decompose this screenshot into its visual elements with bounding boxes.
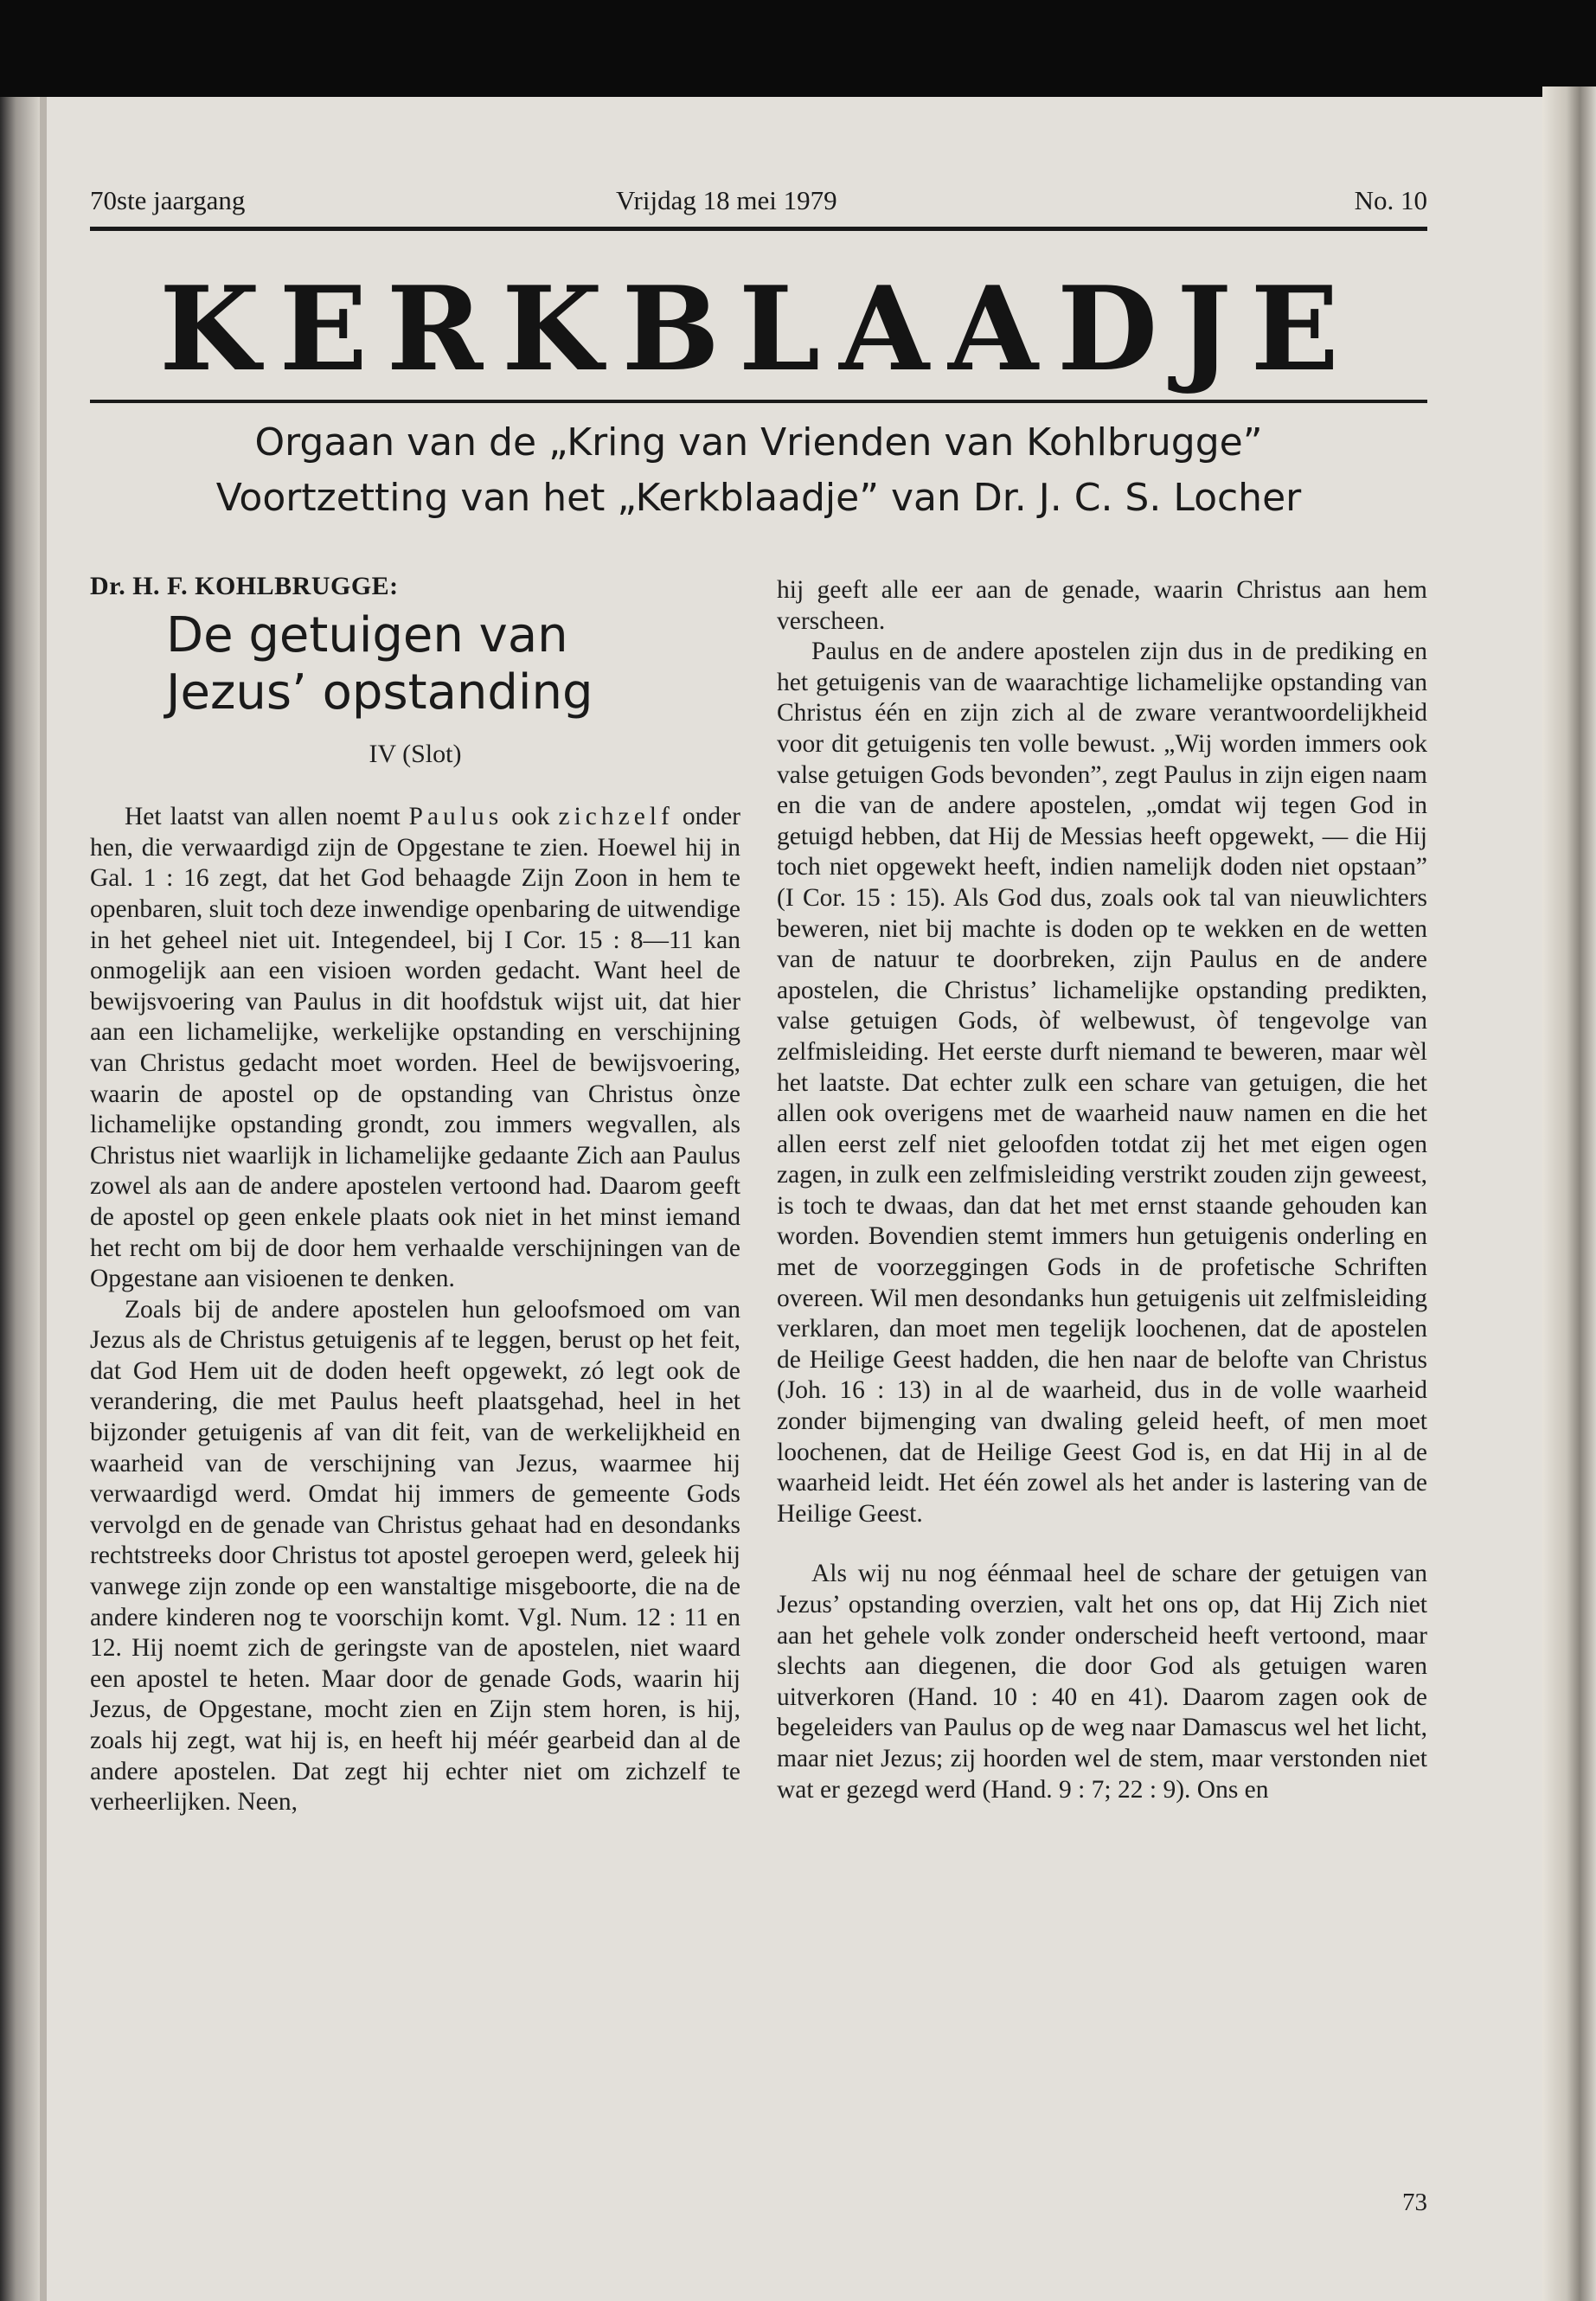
paragraph-3: hij geeft alle eer aan de genade, waarin Christus aan hem verscheen. [777, 576, 1427, 635]
masthead-subtitle-1: Orgaan van de „Kring van Vrienden van Kohlbrugge” [254, 420, 1263, 465]
book-edge-right [1542, 87, 1596, 2301]
article-title-line-2: Jezus’ opstanding [166, 663, 593, 721]
paragraph-2: Zoals bij de andere apostelen hun geloofsmoed om van Jezus als de Christus getuigenis af te leggen, berust op het feit, dat God Hem uit de doden heeft opgewekt, zó legt ook de verandering, die met Paulus heeft plaatsgehad, heel in het bijzonder getuigenis af van dit feit, van de werkelijkheid en waarheid van de verschijning van Jezus, waarmee hij verwaardigd werd. Omdat hij immers de gemeente Gods vervolgd en de genade van Christus gehaat had en desondanks rechtstreeks door Christus tot apostel geroepen werd, geleek hij vanwege zijn zonde op een wanstaltige misgeboorte, die na de andere kinderen nog te voorschijn komt. Vgl. Num. 12 : 11 en 12. Hij noemt zich de geringste van de apostelen, niet waard een apostel te heten. Maar door de genade Gods, waarin hij Jezus, de Opgestane, mocht zien en Zijn stem horen, is hij, zoals hij zegt, wat hij is, en heeft hij méér gearbeid dan al de andere apostelen. Dat zegt hij echter niet om zichzelf te verheerlijken. Neen, [90, 1295, 740, 1817]
masthead-title: KERKBLAADJE [159, 260, 1358, 397]
issue-date: Vrijdag 18 mei 1979 [616, 185, 837, 215]
scan-top-border [0, 0, 1596, 97]
volume-label: 70ste jaargang [90, 185, 246, 215]
paragraph-gap [777, 1529, 1427, 1559]
emphasis-zichzelf: zichzelf [558, 803, 674, 831]
issue-number: No. 10 [1354, 185, 1427, 215]
paragraph-1: Het laatst van allen noemt Paulus ook zichzelf onder hen, die verwaardigd zijn de Opgestane te zien. Hoewel hij in Gal. 1 : 16 zegt, dat het God behaagde Zijn Zoon in hem te openbaren, sluit toch deze inwendige openbaring de uitwendige in het geheel niet uit. Integendeel, bij I Cor. 15 : 8—11 kan onmogelijk aan een visioen worden gedacht. Want heel de bewijsvoering van Paulus in dit hoofdstuk wijst uit, dat hier aan een lichamelijke, werkelijke opstanding en verschijning van Christus gedacht moet worden. Heel de bewijsvoering, waarin de apostel op de opstanding van Christus ònze lichamelijke opstanding grondt, zou immers wegvallen, als Christus niet waarlijk in lichamelijke gedaante Zich aan Paulus zowel als aan de andere apostelen vertoond had. Daarom geeft de apostel op geen enkele plaats ook niet in het minst iemand het recht om bij de door hem verhaalde verschijningen van de Opgestane aan visioenen te denken. [90, 803, 741, 1293]
header-rule [90, 227, 1427, 231]
article-title [90, 607, 740, 721]
masthead-rule [90, 400, 1427, 403]
page-number: 73 [1402, 2189, 1427, 2216]
issue-header [90, 185, 1427, 223]
article-title-line-1: De getuigen van [166, 606, 568, 663]
article-column-right [777, 575, 1427, 1805]
emphasis-paulus: Paulus [408, 803, 503, 831]
paragraph-5: Als wij nu nog éénmaal heel de schare der getuigen van Jezus’ opstanding overzien, valt het ons op, dat Hij Zich niet aan het gehele volk zonder onderscheid heeft vertoond, maar slechts aan diegenen, die door God als getuigen waren uitverkoren (Hand. 10 : 40 en 41). Daarom zagen ook de begeleiders van Paulus op de weg naar Damascus wel het licht, maar niet Jezus; zij hoorden wel de stem, maar verstonden niet wat er gezegd werd (Hand. 9 : 7; 22 : 9). Ons en [777, 1560, 1427, 1804]
paragraph-4: Paulus en de andere apostelen zijn dus in de prediking en het getuigenis van de waarachtige lichamelijke opstanding van Christus één en zijn zich al de zware verantwoordelijkheid voor dit getuigenis ten volle bewust. „Wij worden immers ook valse getuigen Gods bevonden”, zegt Paulus in zijn eigen naam en die van de andere apostelen, „omdat wij tegen God in getuigd hebben, dat Hij de Messias heeft opgewekt, — die Hij toch niet opgewekt heeft, indien namelijk doden niet opstaan” (I Cor. 15 : 15). Als God dus, zoals ook tal van nieuwlichters beweren, niet bij machte is doden op te wekken en de wetten van de natuur te doorbreken, zijn Paulus en de andere apostelen, die Christus’ lichamelijke opstanding predikten, valse getuigen Gods, òf welbewust, òf tengevolge van zelfmisleiding. Het eerste durft niemand te beweren, maar wèl het laatste. Dat echter zulk een schare van getuigen, die het allen ook overigens met de waarheid nauw namen en die het allen eerst zelf niet geloofden totdat zij het met eigen ogen zagen, in zulk een zelfmisleiding verstrikt zouden zijn geweest, is toch te dwaas, dan dat het met ernst staande gehouden kan worden. Bovendien stemt immers hun getuigenis onderling en met de voorzeggingen Gods in de profetische Schriften overeen. Wil men desondanks hun getuigenis uit zelfmisleiding verklaren, dan moet men tegelijk loochenen, dat de apostelen de Heilige Geest hadden, die hen naar de belofte van Christus (Joh. 16 : 13) in al de waarheid, dus in de volle waarheid zonder bijmenging van dwaling geleid heeft, of men moet loochenen, dat de Heilige Geest God is, en dat Hij in al de waarheid leidt. Het één zowel als het ander is lastering van de Heilige Geest. [777, 638, 1427, 1528]
article-column-left [90, 571, 740, 1818]
masthead-subtitle-2: Voortzetting van het „Kerkblaadje” van Dr. J. C. S. Locher [215, 476, 1302, 520]
article-author: Dr. H. F. KOHLBRUGGE: [90, 572, 399, 600]
article-subtitle: IV (Slot) [369, 739, 462, 768]
page-edge-shadow [40, 97, 47, 2301]
binding-spine-left [0, 97, 40, 2301]
